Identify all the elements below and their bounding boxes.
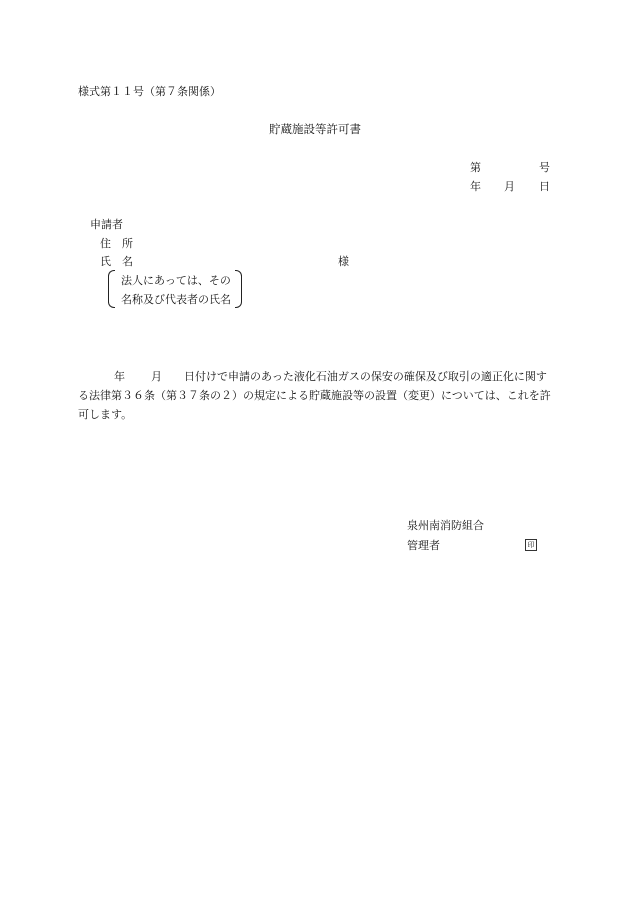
body-text: 日付けで申請のあった液化石油ガスの保安の確保及び取引の適正化に関する法律第３６条（第３７条の２）の規定による貯蔵施設等の設置（変更）については、これを許可します。 — [78, 370, 551, 421]
seal-mark: 印 — [525, 539, 537, 551]
issue-date-year: 年 — [470, 180, 481, 193]
body-paragraph — [78, 367, 556, 424]
body-date-month: 月 — [151, 370, 162, 383]
applicant-heading: 申請者 — [90, 218, 123, 231]
issue-date-month: 月 — [504, 180, 515, 193]
honorific: 様 — [338, 255, 349, 268]
body-date-year: 年 — [114, 370, 125, 383]
left-bracket — [108, 270, 115, 308]
form-number: 様式第１１号（第７条関係） — [78, 85, 221, 98]
corporation-note-line2: 名称及び代表者の氏名 — [121, 293, 231, 306]
document-title: 貯蔵施設等許可書 — [269, 122, 361, 136]
doc-number-suffix: 号 — [539, 161, 550, 174]
doc-number-prefix: 第 — [470, 161, 481, 174]
issue-date-day: 日 — [539, 180, 550, 193]
address-label: 住 所 — [100, 237, 133, 250]
corporation-note-line1: 法人にあっては、その — [121, 274, 231, 287]
issuer-organization: 泉州南消防組合 — [407, 519, 484, 532]
right-bracket — [235, 270, 242, 308]
name-label: 氏 名 — [100, 255, 133, 268]
issuer-role: 管理者 — [407, 539, 440, 552]
